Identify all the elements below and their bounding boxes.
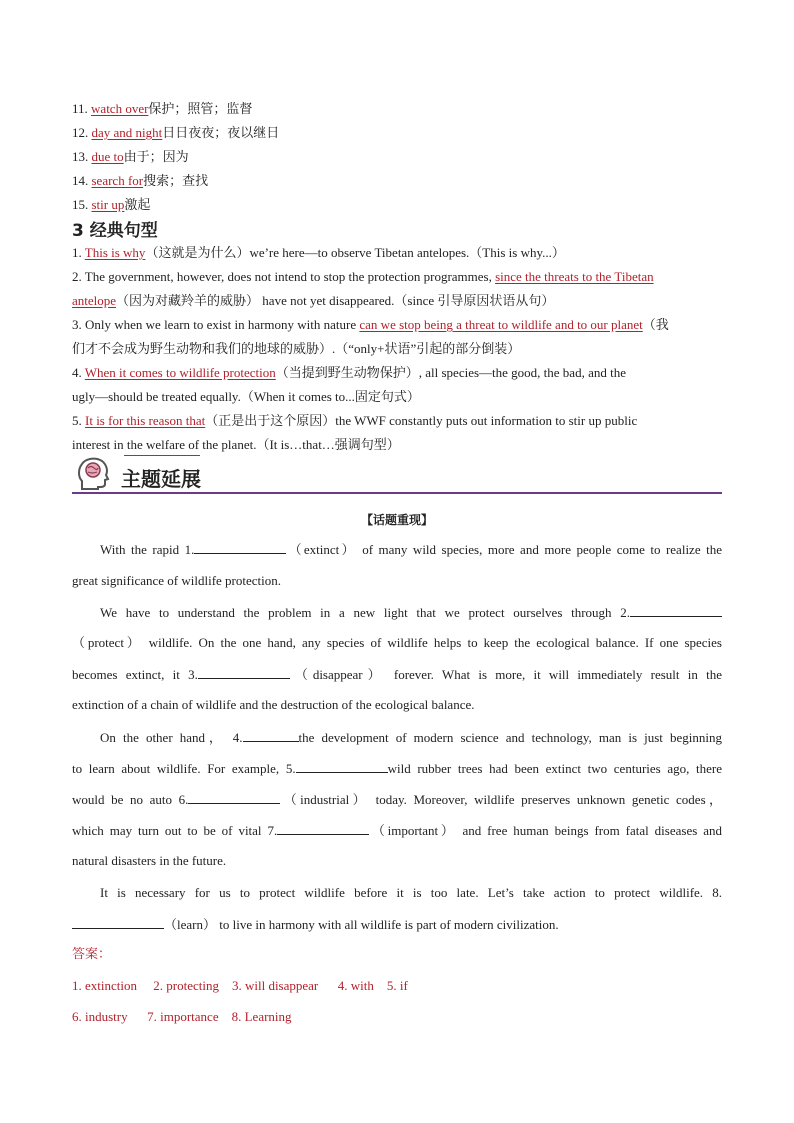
- sentence-highlight: antelope: [72, 293, 117, 308]
- blank-5[interactable]: [296, 760, 388, 773]
- topic-label: 【话题重现】: [360, 513, 433, 527]
- vocab-meaning: 日日夜夜；夜以继日: [162, 125, 280, 140]
- passage-line: [72, 666, 722, 683]
- passage-text: We have to understand the problem in a new light that we protect ourselves through 2.: [100, 605, 630, 620]
- sentence-3-line-2: 们才不会成为野生动物和我们的地球的威胁）.（“only+状语”引起的部分倒装）: [72, 341, 521, 356]
- section-banner: [72, 455, 722, 495]
- sentence-text: （正是出于这个原因）the WWF constantly puts out information to stir up public: [205, 413, 638, 428]
- blank-4[interactable]: [243, 729, 299, 742]
- passage-line: （protect） wildlife. On the one hand, any species of wildlife helps to keep the ecological balance. If one species: [72, 635, 722, 650]
- vocab-item: [72, 101, 252, 117]
- vocab-phrase: day and night: [91, 125, 163, 140]
- sentence-4-line-1: [72, 365, 626, 381]
- sentence-2-line-1: [72, 269, 654, 285]
- vocab-meaning: 由于；因为: [123, 149, 189, 164]
- sentence-2-line-2: [72, 293, 554, 309]
- passage-line: [72, 729, 722, 746]
- passage-text: （extinct） of many wild species, more and more people come to realize the: [286, 542, 722, 557]
- sentence-highlight: It is for this reason that: [85, 413, 206, 428]
- vocab-meaning: 激起: [124, 197, 151, 212]
- vocab-item: [72, 125, 279, 141]
- passage-text: On the other hand， 4.: [100, 730, 243, 745]
- vocab-number: 12.: [72, 125, 89, 140]
- sentence-4-line-2: ugly—should be treated equally.（When it comes to...固定句式）: [72, 389, 420, 404]
- sentence-highlight: This is why: [84, 245, 146, 260]
- passage-text: （disappear） forever. What is more, it will immediately result in the: [289, 667, 722, 682]
- banner-top-rule: [124, 455, 200, 456]
- answer-item: 5. if: [386, 978, 408, 993]
- passage-text: would be no auto 6.: [72, 792, 189, 807]
- vocab-number: 14.: [72, 173, 89, 188]
- banner-title: 主题延展: [121, 467, 201, 491]
- sentence-text: 1.: [72, 245, 85, 260]
- answers-label: 答案：: [72, 947, 112, 962]
- passage-text: which may turn out to be of vital 7.: [72, 823, 278, 838]
- sentence-5-line-2: interest in the welfare of the planet.（It is…that…强调句型）: [72, 437, 400, 452]
- answer-item: 3. will disappear: [231, 978, 319, 993]
- sentence-highlight: since the threats to the Tibetan: [495, 269, 654, 284]
- sentence-text: 3. Only when we learn to exist in harmony with nature: [72, 317, 360, 332]
- sentence-text: 5.: [72, 413, 85, 428]
- passage-text: becomes extinct, it 3.: [72, 667, 198, 682]
- answer-item: 4. with: [337, 978, 374, 993]
- blank-1[interactable]: [194, 541, 286, 554]
- vocab-number: 11.: [72, 101, 88, 116]
- blank-8[interactable]: [72, 916, 164, 929]
- banner-rule: [72, 492, 722, 494]
- vocab-item: [72, 149, 189, 165]
- passage-line: [72, 791, 722, 808]
- vocab-number: 15.: [72, 197, 89, 212]
- vocab-phrase: stir up: [91, 197, 125, 212]
- sentence-highlight: can we stop being a threat to wildlife and to our planet: [359, 317, 643, 332]
- sentence-text: （当提到野生动物保护）, all species—the good, the bad, and the: [275, 365, 626, 380]
- answer-item: 2. protecting: [153, 978, 219, 993]
- vocab-item: [72, 197, 150, 213]
- passage-text: wild rubber trees had been extinct two centuries ago, there: [387, 761, 722, 776]
- answer-item: 6. industry: [72, 1009, 128, 1024]
- sentence-text: 2. The government, however, does not intend to stop the protection programmes,: [72, 269, 496, 284]
- vocab-phrase: search for: [91, 173, 144, 188]
- passage-line: natural disasters in the future.: [72, 853, 227, 868]
- passage-line: great significance of wildlife protection.: [72, 573, 282, 588]
- head-brain-icon: [76, 455, 110, 491]
- answers-row: [72, 1009, 292, 1025]
- passage-text: （learn） to live in harmony with all wildlife is part of modern civilization.: [164, 917, 559, 932]
- passage-line: [72, 541, 722, 558]
- blank-6[interactable]: [188, 791, 280, 804]
- passage-line: [72, 760, 722, 777]
- passage-line: [72, 604, 722, 621]
- blank-3[interactable]: [198, 666, 290, 679]
- passage-text: With the rapid 1.: [100, 542, 195, 557]
- passage-line: [72, 822, 722, 839]
- blank-2[interactable]: [630, 604, 722, 617]
- answer-item: 7. importance: [147, 1009, 219, 1024]
- sentence-text: （这就是为什么）we’re here—to observe Tibetan antelopes.（This is why...）: [145, 245, 565, 260]
- passage-text: the development of modern science and technology, man is just beginning: [298, 730, 722, 745]
- sentence-1: [72, 245, 565, 261]
- passage-text: （industrial） today. Moreover, wildlife preserves unknown genetic codes，: [280, 792, 722, 807]
- vocab-meaning: 搜索；查找: [143, 173, 209, 188]
- passage-line: extinction of a chain of wildlife and the destruction of the ecological balance.: [72, 697, 475, 712]
- vocab-meaning: 保护；照管；监督: [148, 101, 253, 116]
- answer-item: 8. Learning: [231, 1009, 292, 1024]
- vocab-number: 13.: [72, 149, 89, 164]
- passage-line: [72, 916, 559, 933]
- section-title: 3 经典句型: [72, 221, 158, 241]
- sentence-3-line-1: [72, 317, 669, 333]
- sentence-5-line-1: [72, 413, 637, 429]
- answers-row: [72, 978, 408, 994]
- passage-line: It is necessary for us to protect wildlife before it is too late. Let’s take action to protect wildlife. 8.: [100, 885, 722, 900]
- answer-item: 1. extinction: [72, 978, 137, 993]
- vocab-phrase: due to: [91, 149, 124, 164]
- sentence-text: （我: [642, 317, 669, 332]
- sentence-highlight: When it comes to wildlife protection: [84, 365, 276, 380]
- sentence-text: （因为对藏羚羊的威胁） have not yet disappeared.（since 引导原因状语从句）: [116, 293, 555, 308]
- vocab-phrase: watch over: [91, 101, 149, 116]
- vocab-item: [72, 173, 208, 189]
- blank-7[interactable]: [277, 822, 369, 835]
- sentence-text: 4.: [72, 365, 85, 380]
- passage-text: to learn about wildlife. For example, 5.: [72, 761, 296, 776]
- passage-text: （important） and free human beings from fatal diseases and: [369, 823, 722, 838]
